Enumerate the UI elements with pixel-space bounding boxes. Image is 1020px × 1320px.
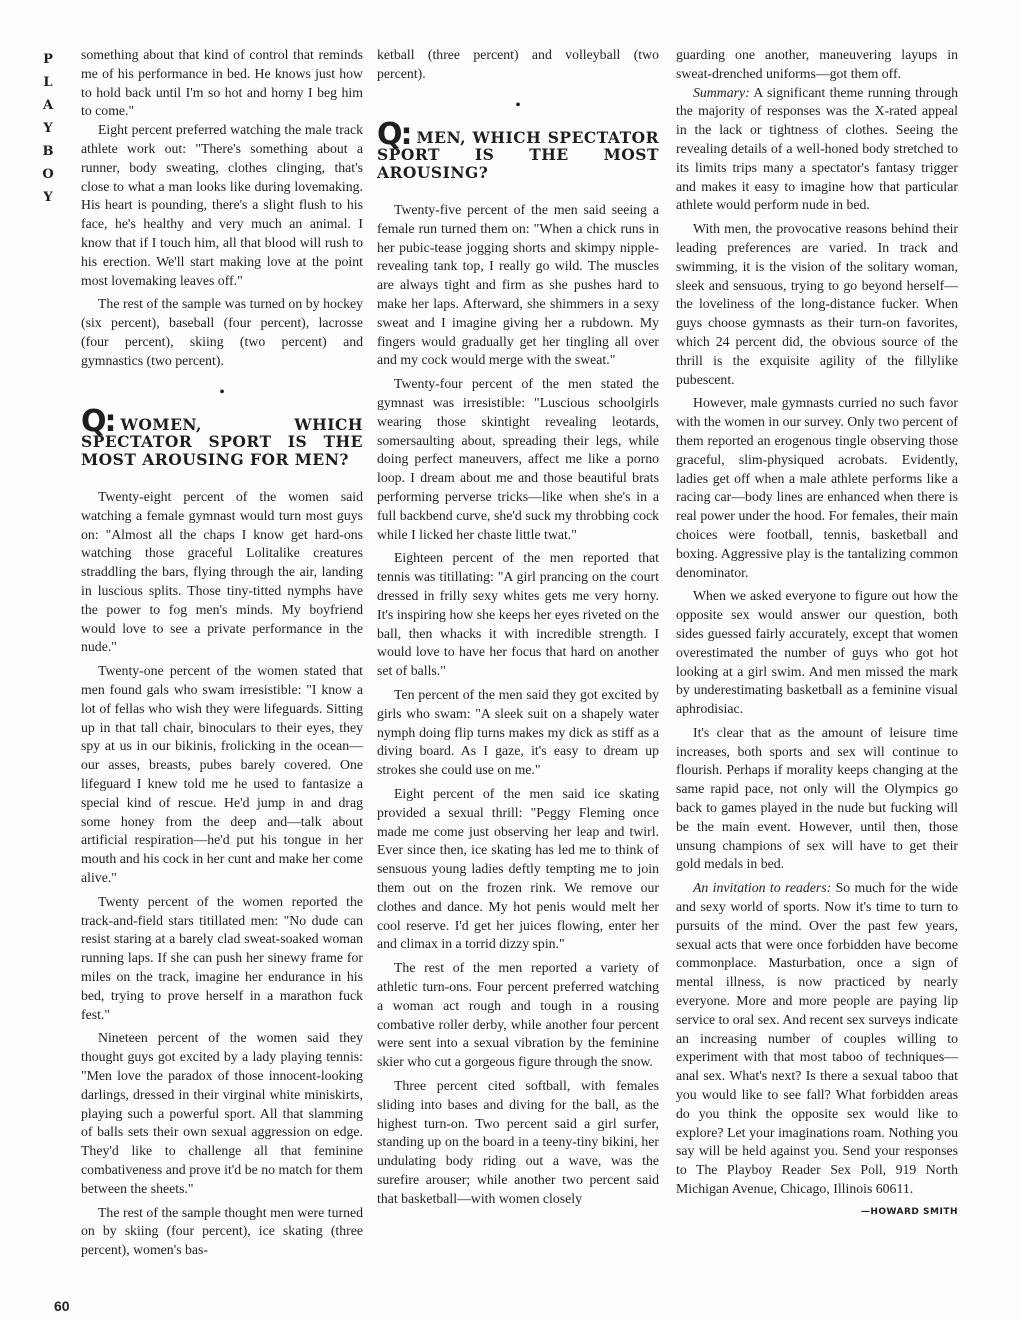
paragraph: Twenty percent of the women reported the track-and-field stars titillated men: "No dude can resist staring at a barely clad sweat-soaked woman running laps. If she can push her sinewy frame for miles on the track, imagine her endurance in his bed, trying to prove herself in a marathon fuck fest." (81, 893, 363, 1022)
column-3 (676, 46, 958, 1222)
paragraph: Eight percent preferred watching the male track athlete work out: "There's something about a runner, body sweating, clothes clinging, that's close to what a man looks like during lovemaking. His heart is pounding, there's a slight flush to his face, he's healthy and very much an animal. I know that if I touch him, all that blood will rush to his erection. We'll start making love at the point most lovemaking leaves off." (81, 122, 363, 288)
paragraph: Twenty-five percent of the men said seeing a female run turned them on: "When a chick runs in her pubic-tease jogging shorts and skimpy nipple-revealing tank top, I really go wild. The muscles are always tight and firm as she pushes hard to make her laps. Afterward, she shimmers in a sexy sweat and I imagine giving her a rubdown. My fingers would gradually get her tingling all over and my cock would merge with the sweat." (377, 202, 659, 368)
paragraph: The rest of the sample thought men were turned on by skiing (four percent), ice skating (three percent), women's bas- (81, 1204, 363, 1258)
question-text: MEN, WHICH SPECTATOR SPORT IS THE MOST AROUSING? (377, 127, 659, 182)
paragraph: The rest of the sample was turned on by hockey (six percent), baseball (four percent), lacrosse (four percent), skiing (two percent) and gymnastics (two percent). (81, 296, 363, 368)
paragraph: ketball (three percent) and volleyball (two percent). (377, 47, 659, 81)
column-2 (377, 46, 659, 1214)
question-text: WOMEN, WHICH SPECTATOR SPORT IS THE MOST AROUSING FOR MEN? (81, 414, 363, 469)
invitation-lead: An invitation to readers: (693, 880, 832, 896)
paragraph: Ten percent of the men said they got excited by girls who swam: "A sleek suit on a shapely water nymph doing flip turns makes my dick as stiff as a diving board. As I gaze, it's easy to dream up strokes she could use on me." (377, 687, 659, 778)
author-signature: —HOWARD SMITH (860, 1206, 958, 1217)
paragraph: guarding one another, maneuvering layups in sweat-drenched uniforms—got them off. (676, 47, 958, 81)
paragraph: Eight percent of the men said ice skating provided a sexual thrill: "Peggy Fleming once made me come just observing her leap and twirl. Ever since then, ice skating has led me to think of sensuous young ladies deftly tempting me to join them out on the frozen rink. We remove our clothes and dance. My hot penis would melt her cool reserve. I'd get her juices flowing, enter her and climax in a torrid dizzy spin." (377, 786, 659, 952)
question-heading (81, 403, 363, 469)
column-1 (81, 46, 363, 1265)
running-head-letter: A (42, 98, 54, 113)
paragraph: When we asked everyone to figure out how the opposite sex would answer our question, both sides guessed fairly accurately, except that women overestimated the number of guys who got hot looking at a girl swim. And men missed the mark by underestimating basketball as a feminine visual aphrodisiac. (676, 588, 958, 717)
running-head-playboy (36, 48, 60, 209)
running-head-letter: L (43, 75, 53, 90)
paragraph: Nineteen percent of the women said they thought guys got excited by a lady playing tennis: "Men love the paradox of those innocent-looking darlings, dressed in their virginal white miniskirts, playing such a powerful sport. All that slamming of balls sets their own sexual aggression on edge. They'd like to challenge all that feminine combativeness and prove it'd be no match for them between the sheets." (81, 1030, 363, 1196)
paragraph: With men, the provocative reasons behind their leading preferences are varied. In track and swimming, it is the vision of the solitary woman, sleek and sensuous, trying to go beyond herself—the loveliness of the long-distance fucker. When guys choose gymnasts as their turn-on favorites, which 24 percent did, the obvious source of the thrill is the exquisite agility of the fillylike pubescent. (676, 221, 958, 387)
summary-lead: Summary: (693, 84, 750, 100)
paragraph-invitation (676, 879, 959, 1217)
running-head-letter: P (43, 52, 53, 67)
question-heading (377, 116, 659, 182)
q-mark: Q: (377, 116, 411, 152)
paragraph: Twenty-eight percent of the women said watching a female gymnast would turn most guys on: "Almost all the chaps I know get hard-ons watching those graceful Lolitalike creatures straddling the bars, flying through the air, landing in luscious splits. Those tiny-titted nymphs have the power to fog men's minds. My boyfriend would love to see a private performance in the nude." (81, 489, 363, 655)
running-head-letter: Y (43, 121, 53, 136)
paragraph: However, male gymnasts curried no such favor with the women in our survey. Only two percent of them reported an erogenous tingle observing those graceful, slim-physiqued acrobats. Evidently, ladies get off when a male athlete performs like a racing car—body lines are enhanced when there is real power under the hood. For females, their main choices were football, tennis, basketball and boxing. Aggressive play is the tantalizing common denominator. (676, 395, 958, 580)
paragraph: The rest of the men reported a variety of athletic turn-ons. Four percent preferred watching a woman act rough and tough in a rousing combative roller derby, while another four percent were sent into a sexual vibration by the feminine skier who cut a gorgeous figure through the snow. (377, 960, 659, 1070)
paragraph: Three percent cited softball, with females sliding into bases and diving for the ball, as the highest turn-on. Two percent said a girl surfer, standing up on the board in a teeny-tiny bikini, her undulating body riding out a wave, was the surefire arouser; while another two percent said that basketball—with women closely (377, 1077, 659, 1206)
section-bullet: • (219, 383, 225, 401)
paragraph: something about that kind of control that reminds me of his performance in bed. He knows just how to hold back until I'm so hot and horny I beg him to come." (81, 47, 363, 119)
running-head-letter: O (42, 167, 54, 182)
running-head-letter: Y (43, 190, 53, 205)
running-head-letter: B (42, 144, 54, 159)
paragraph: Twenty-one percent of the women stated that men found gals who swam irresistible: "I know a lot of fellas who wish they were lifeguards. Sitting up in that tall chair, binoculars to their eyes, they spy at us in our bikinis, frolicking in the ocean—our asses, breasts, pubes barely covered. One lifeguard I knew told me he used to fantasize a special kind of rescue. He'd jump in and drag some honey from the deep and—talk about artificial respiration—he'd put his tongue in her mouth and his cock in her cunt and make her come alive." (81, 663, 363, 885)
paragraph: It's clear that as the amount of leisure time increases, both sports and sex will continue to flourish. Perhaps if morality keeps changing at the same rapid pace, not only will the Olympics go back to games played in the nude but fucking will be the main event. However, until then, those unsung champions of sex will have to get their gold medals in bed. (676, 724, 958, 872)
paragraph: Twenty-four percent of the men stated the gymnast was irresistible: "Luscious schoolgirls wearing those skintight revealing leotards, somersaulting about, spreading their legs, while doing perfect maneuvers, affect me like a porno loop. I dream about me and those beautiful brats performing perverse tricks—like when she's in a full backbend curve, she'd suck my throbbing cock while I licked her chaste little twat." (377, 376, 659, 542)
section-bullet: • (515, 96, 521, 114)
summary-text: A significant theme running through the majority of responses was the X-rated appeal in the lack or tightness of clothes. Seeing the revealing details of a well-honed body stretched to its limits trips many a spectator's fantasy trigger and makes it easy to imagine how that particular athlete would perform nude in bed. (676, 84, 958, 213)
paragraph-summary (676, 84, 958, 216)
q-mark: Q: (81, 403, 115, 439)
page-number: 60 (54, 1298, 70, 1314)
paragraph: Eighteen percent of the men reported that tennis was titillating: "A girl prancing on the court dressed in frilly sexy whites gets me very horny. It's inspiring how she keeps her eyes riveted on the ball, then whacks it with incredible strength. I would love to have her focus that hard on another set of balls." (377, 550, 659, 679)
invitation-text: So much for the wide and sexy world of sports. Now it's time to turn to pursuits of the mind. Over the past few years, sexual acts that were once forbidden have become commonplace. Masturbation, once a sign of mental illness, is now practiced by nearly everyone. More and more people are paying lip service to oral sex. And recent sex surveys indicate an increasing number of couples willing to experiment with that most taboo of techniques—anal sex. What's next? Is there a sexual taboo that you would like to see fall? What forbidden areas do you think the opposite sex would like to explore? Let your imaginations roam. Nothing you say will be held against you. Send your responses to The Playboy Reader Sex Poll, 919 North Michigan Avenue, Chicago, Illinois 60611. (676, 880, 959, 1197)
